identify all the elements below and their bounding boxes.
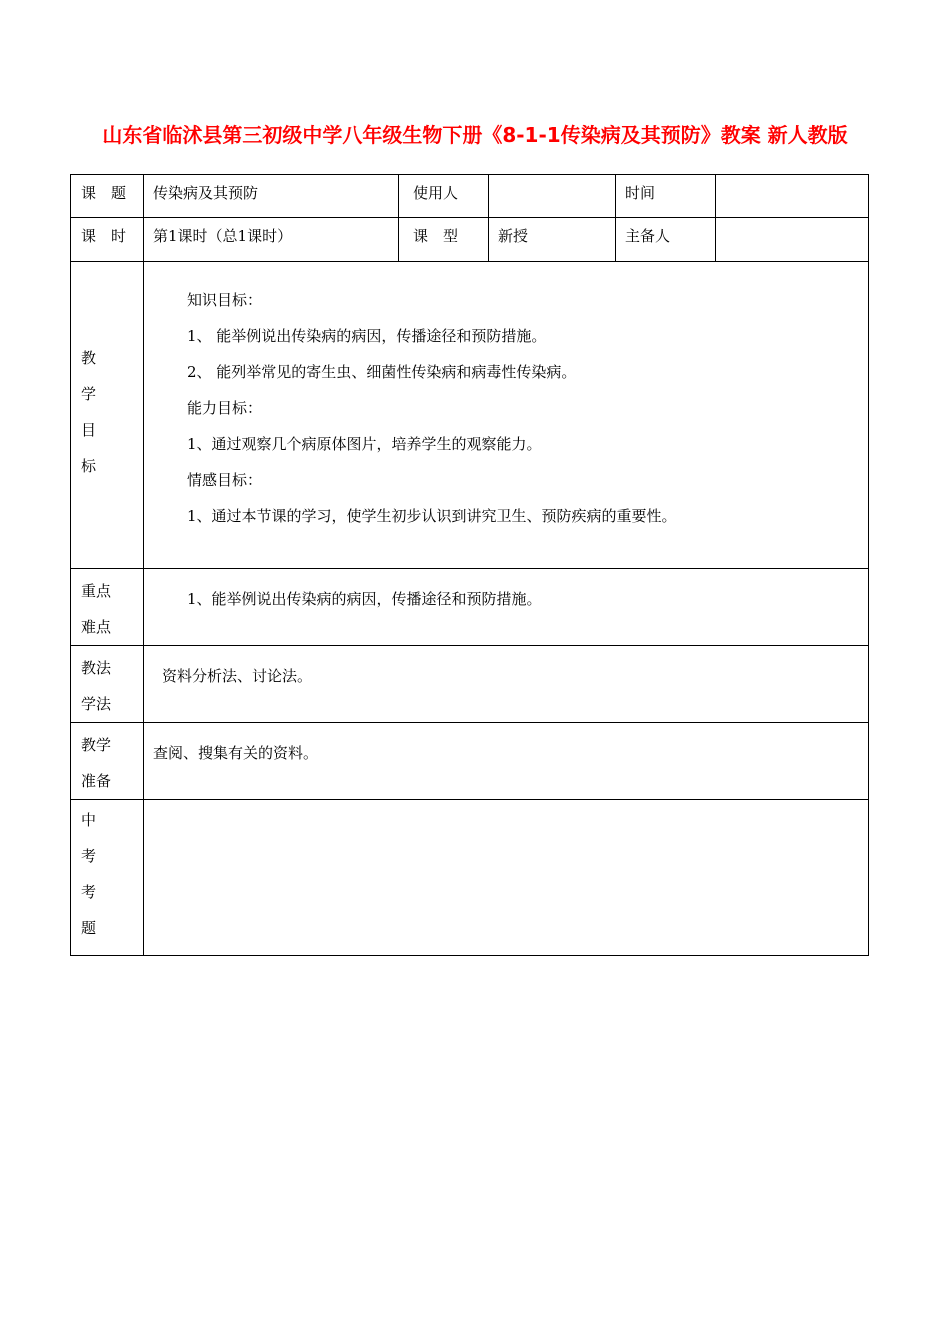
type-label: 课 型 xyxy=(413,227,459,245)
exam-label xyxy=(71,800,143,946)
exam-content-cell xyxy=(144,800,869,956)
key-points-content: 1、能举例说出传染病的病因，传播途径和预防措施。 xyxy=(187,590,542,608)
topic-value-cell xyxy=(144,175,399,218)
topic-value: 传染病及其预防 xyxy=(153,184,259,202)
preparation-row xyxy=(71,723,869,800)
document-title: 山东省临沭县第三初级中学八年级生物下册《8-1-1传染病及其预防》教案 新人教版 xyxy=(102,123,848,147)
user-label: 使用人 xyxy=(413,184,459,202)
objective-item: 1、通过观察几个病原体图片，培养学生的观察能力。 xyxy=(187,435,542,453)
topic-label-cell xyxy=(71,175,144,218)
preparation-label-line: 教学 xyxy=(81,736,112,754)
period-value: 第1课时（总1课时） xyxy=(153,227,293,245)
objectives-label-char: 学 xyxy=(81,385,97,403)
preparation-label-line: 准备 xyxy=(81,772,112,790)
key-points-label-cell xyxy=(71,569,144,646)
methods-row xyxy=(71,646,869,723)
preparation-label-cell xyxy=(71,723,144,800)
user-value xyxy=(489,175,615,183)
period-label: 课 时 xyxy=(81,227,127,245)
knowledge-heading: 知识目标： xyxy=(187,291,263,309)
preparer-label-cell xyxy=(616,218,716,262)
objectives-content-cell xyxy=(144,262,869,569)
preparation-content: 查阅、搜集有关的资料。 xyxy=(153,744,319,762)
type-value-cell xyxy=(489,218,616,262)
key-points-label-line: 难点 xyxy=(81,618,112,636)
objectives-label-char: 目 xyxy=(81,421,97,439)
preparation-label xyxy=(71,723,143,799)
period-label-cell xyxy=(71,218,144,262)
objective-item: 2、 能列举常见的寄生虫、细菌性传染病和病毒性传染病。 xyxy=(187,363,577,381)
type-label-cell xyxy=(399,218,489,262)
user-label-cell xyxy=(399,175,489,218)
objective-item: 1、通过本节课的学习，使学生初步认识到讲究卫生、预防疾病的重要性。 xyxy=(187,507,677,525)
exam-label-char: 考 xyxy=(81,883,97,901)
type-value: 新授 xyxy=(498,227,529,245)
objective-item: 1、 能举例说出传染病的病因，传播途径和预防措施。 xyxy=(187,327,547,345)
period-value-cell xyxy=(144,218,399,262)
header-row-1 xyxy=(71,175,869,218)
preparer-value-cell xyxy=(716,218,869,262)
time-label-cell xyxy=(616,175,716,218)
preparer-label: 主备人 xyxy=(625,227,671,245)
methods-content-cell xyxy=(144,646,869,723)
objectives-label-char: 教 xyxy=(81,349,97,367)
methods-label-line: 教法 xyxy=(81,659,112,677)
key-points-row xyxy=(71,569,869,646)
preparation-content-cell xyxy=(144,723,869,800)
exam-label-char: 考 xyxy=(81,847,97,865)
objectives-content xyxy=(144,262,868,534)
header-row-2 xyxy=(71,218,869,262)
time-value xyxy=(716,175,868,183)
key-points-content-cell xyxy=(144,569,869,646)
methods-label-cell xyxy=(71,646,144,723)
key-points-label-line: 重点 xyxy=(81,582,112,600)
topic-label: 课 题 xyxy=(81,184,127,202)
exam-label-cell xyxy=(71,800,144,956)
exam-row xyxy=(71,800,869,956)
ability-heading: 能力目标： xyxy=(187,399,263,417)
methods-content: 资料分析法、讨论法。 xyxy=(162,667,313,685)
methods-label xyxy=(71,646,143,722)
exam-content xyxy=(144,800,868,808)
objectives-label xyxy=(71,262,143,484)
preparer-value xyxy=(716,218,868,226)
time-label: 时间 xyxy=(625,184,656,202)
user-value-cell xyxy=(489,175,616,218)
methods-label-line: 学法 xyxy=(81,695,112,713)
exam-label-char: 题 xyxy=(81,919,97,937)
time-value-cell xyxy=(716,175,869,218)
key-points-label xyxy=(71,569,143,645)
emotion-heading: 情感目标： xyxy=(187,471,263,489)
lesson-plan-table xyxy=(70,174,869,956)
objectives-label-char: 标 xyxy=(81,457,97,475)
exam-label-char: 中 xyxy=(81,811,97,829)
objectives-label-cell xyxy=(71,262,144,569)
objectives-row xyxy=(71,262,869,569)
